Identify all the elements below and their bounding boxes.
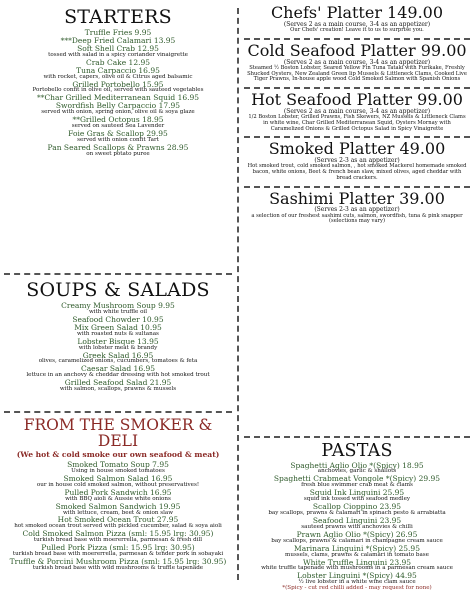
- menu-item: [244, 475, 470, 489]
- menu-item: [4, 45, 232, 59]
- menu-item: [4, 130, 232, 144]
- menu-item-name: Seafood Linguini 23.95: [312, 515, 402, 525]
- menu-item-description: with roasted nuts & sultanas: [77, 330, 159, 337]
- menu-item-name: Spaghetti Crabmeat Vongole *(Spicy) 29.95: [273, 474, 441, 484]
- platter-serving-note: (Serves 2 as a main course, 3-4 as an appetizer): [283, 107, 431, 115]
- menu-item-name: ***Deep Fried Calamari 13.95: [60, 35, 176, 45]
- platter-serving-note: (Serves 2 as a main course, 3-4 as an appetizer): [283, 20, 431, 28]
- menu-item-description: mussels, clams, prawns & calamari in tomato base: [285, 551, 429, 558]
- menu-item-name: **Char Grilled Mediterranean Squid 16.95: [36, 93, 200, 103]
- smoker-column: [4, 418, 232, 572]
- menu-item-name: Pan Seared Scallops & Prawns 28.95: [47, 142, 189, 152]
- menu-item-name: Grilled Portobello 15.95: [72, 79, 164, 89]
- menu-item-description: anchovies, garlic & shallots: [317, 468, 397, 475]
- menu-item-description: turkish bread base with moererrella, parmesan & fresh dill: [33, 537, 203, 544]
- menu-item-name: Foie Gras & Scallop 29.95: [68, 129, 168, 139]
- platter-title: Hot Seafood Platter 99.00: [251, 90, 463, 110]
- menu-item-description: tossed with salad in a spicy coriander vinaigrette: [48, 51, 188, 58]
- platter-title: Smoked Platter 49.00: [268, 139, 446, 159]
- menu-item: [4, 558, 232, 572]
- platter-description: Our Chefs' creation! Leave it to us to surprise you.: [290, 27, 424, 34]
- platter-title: Chefs' Platter 149.00: [270, 4, 444, 22]
- menu-item-description: sauteed prawns with anchovies & chilli: [301, 523, 413, 530]
- menu-item-name: Swordfish Belly Carpaccio 17.95: [55, 101, 181, 111]
- menu-item-description: lettuce in an anchovy & cheddar dressing with hot smoked trout: [26, 372, 210, 379]
- menu-item-description: with BBQ aioli & Aussie white onions: [65, 495, 171, 502]
- menu-item: [244, 545, 470, 559]
- menu-item-description: bay scallops, prawns & calamari in champagne cream sauce: [271, 537, 443, 544]
- menu-item-name: Pulled Pork Pizza (sml: 15.95 lrg: 30.95): [41, 543, 195, 553]
- menu-item-description: ½ live lobster in a white wine clam sauce: [298, 579, 416, 586]
- menu-item-name: Smoked Tomato Soup 7.95: [67, 460, 169, 469]
- platter-item: [244, 141, 470, 181]
- section-divider: [244, 87, 470, 89]
- menu-item-description: fresh blue swimmer crab meat & clams: [301, 482, 413, 489]
- menu-item: [244, 462, 470, 476]
- smoker-subheading: (We hot & cold smoke our own seafood & meat): [16, 450, 220, 459]
- column-divider: [237, 8, 239, 580]
- menu-item: [4, 379, 232, 393]
- section-divider: [4, 273, 232, 275]
- menu-item: [4, 352, 232, 366]
- menu-item-name: Crab Cake 12.95: [85, 57, 151, 67]
- menu-item-name: Cold Smoked Salmon Pizza (sml: 15.95 lrg: 30.95): [22, 529, 214, 539]
- section-divider: [244, 136, 470, 138]
- menu-item-description: with rocket, capers, olive oil & Citrus aged balsamic: [43, 73, 193, 80]
- menu-item-name: Creamy Mushroom Soup 9.95: [61, 301, 175, 310]
- smoker-heading: FROM THE SMOKER & DELI: [23, 418, 213, 450]
- platter-item: [244, 92, 470, 132]
- menu-item: [244, 559, 470, 573]
- menu-item-description: with salmon, scallops, prawns & mussels: [59, 386, 177, 393]
- menu-item: [4, 516, 232, 530]
- menu-item-name: Caesar Salad 16.95: [80, 364, 156, 374]
- soups-column: [4, 279, 232, 393]
- menu-item: [4, 461, 232, 475]
- menu-item-name: White Truffle Linguini 23.95: [302, 557, 412, 567]
- menu-item: [4, 489, 232, 503]
- menu-item: [4, 338, 232, 352]
- menu-item-description: *(Spicy - cut red chilli added - may request for none): [282, 585, 432, 592]
- menu-item-description: our in house cold smoked salmon, without preservatives!: [36, 481, 200, 488]
- menu-item-name: Tuna Carpaccio 16.95: [76, 65, 160, 75]
- menu-item-name: **Grilled Octopus 18.95: [72, 115, 164, 125]
- menu-item-description: with white truffle oil: [88, 308, 148, 315]
- menu-item-description: Using in house smoked tomatoes: [71, 467, 165, 474]
- menu-item-description: with lobster meat & brandy: [78, 344, 158, 351]
- menu-item-name: Grilled Seafood Salad 21.95: [64, 378, 172, 388]
- section-divider: [244, 186, 470, 188]
- menu-item-description: olives, caramelized onions, cucumbers, tomatoes & feta: [38, 358, 198, 365]
- soups-heading: SOUPS & SALADS: [26, 279, 210, 301]
- menu-item-name: Truffle Fries 9.95: [84, 28, 152, 37]
- pastas-column: [244, 441, 470, 592]
- menu-item: [4, 544, 232, 558]
- menu-item-name: Soft Shell Crab 12.95: [77, 43, 159, 53]
- menu-item: [4, 144, 232, 158]
- menu-item: [4, 365, 232, 379]
- platter-serving-note: (Serves 2-3 as an appetizer): [314, 157, 400, 165]
- menu-item-name: Greek Salad 16.95: [82, 350, 154, 360]
- platter-description: Steamed ½ Boston Lobster, Seared Yellow Fin Tuna Tataki with Furikake, Freshly Shucked Oysters, New Zealand Green lip Mussels & Littleneck Clams, Cooked Live Tiger Prawns, In-house apple wood Cold Smoked Salmon with Spanish Onions: [247, 64, 467, 83]
- platter-description: Hot smoked trout, cold smoked salmon, , hot smoked Mackerel homemade smoked bacon, white onions, Beet & french bean slaw, mixed olives, aged cheddar with bread crackers.: [247, 163, 467, 181]
- platter-serving-note: (Serves 2-3 as an appetizer): [314, 206, 400, 214]
- menu-item: [4, 116, 232, 130]
- menu-item: [4, 503, 232, 517]
- menu-item: [4, 324, 232, 338]
- menu-item-description: turkish bread base with wild mushrooms & truffle tapenade: [32, 564, 204, 571]
- platter-item: [244, 188, 470, 226]
- menu-item-name: Seafood Chowder 10.95: [72, 314, 164, 324]
- pastas-heading: PASTAS: [321, 441, 393, 461]
- menu-item-description: turkish bread base with moererrella, parmesan & tender pork in sobayaki: [12, 551, 224, 558]
- menu-item: [4, 102, 232, 116]
- menu-item-description: white truffle tapenade with mushrooms in a parmesan cream sauce: [261, 565, 453, 572]
- menu-item-description: on sweet potato puree: [86, 150, 150, 157]
- menu-item-name: Smoked Salmon Sandwich 19.95: [55, 501, 181, 511]
- menu-item: [4, 302, 232, 316]
- menu-item: [4, 67, 232, 81]
- menu-item-name: Pulled Pork Sandwich 16.95: [64, 487, 172, 497]
- menu-item: [244, 531, 470, 545]
- menu-item-name: Prawn Aglio Olio *(Spicy) 26.95: [296, 529, 418, 539]
- platter-item: [244, 40, 470, 83]
- menu-item-description: bay scallops, prawns & calamari in spinach pesto & arrabiatta: [268, 510, 446, 517]
- platter-serving-note: (Serves 2 as a main course, 3-4 as an appetizer): [283, 58, 431, 66]
- menu-item: [4, 475, 232, 489]
- menu-item-name: Mix Green Salad 10.95: [74, 322, 162, 332]
- menu-item-name: Smoked Salmon Salad 16.95: [63, 473, 173, 483]
- starters-section: [4, 8, 232, 158]
- section-divider: [244, 436, 470, 438]
- menu-item-description: served with onion, spring onion, olive oil & soya glaze: [41, 109, 195, 116]
- menu-item-name: Squid Ink Linguini 25.95: [309, 488, 405, 498]
- menu-item-description: served with onion confit Tart: [77, 136, 159, 143]
- menu-item-description: hot smoked ocean trout served with pickled cucumber, salad & soya aioli: [14, 523, 222, 530]
- menu-item-name: Scallop Cioppino 23.95: [312, 502, 402, 512]
- menu-item-description: served on sauteed Sea Lavender: [71, 123, 165, 130]
- left-column: [4, 6, 232, 158]
- section-divider: [4, 411, 232, 413]
- section-divider: [244, 38, 470, 40]
- menu-item-name: Spaghetti Aglio Olio *(Spicy) 18.95: [290, 460, 424, 470]
- menu-item-description: squid ink tossed with seafood medley: [303, 496, 411, 503]
- menu-item: [4, 530, 232, 544]
- menu-item-name: Lobster Linguini *(Spicy) 44.95: [297, 571, 417, 581]
- menu-item: [244, 586, 470, 592]
- right-column: [244, 4, 470, 229]
- menu-item-description: with lettuce, cream, beet & onion slaw: [63, 509, 173, 516]
- menu-item: [244, 517, 470, 531]
- platter-description: a selection of our freshest sashimi cuts, salmon, swordfish, tuna & pink snapper (selections may vary): [251, 212, 463, 225]
- menu-item-name: Lobster Bisque 13.95: [77, 336, 159, 346]
- menu-item-name: Marinara Linguini *(Spicy) 25.95: [294, 543, 420, 553]
- starters-heading: STARTERS: [64, 6, 172, 28]
- menu-item: [4, 81, 232, 95]
- platter-title: Cold Seafood Platter 99.00: [247, 40, 467, 60]
- menu-item-name: Hot Smoked Ocean Trout 27.95: [57, 515, 179, 525]
- menu-item-name: Truffle & Porcini Mushroom Pizza (sml: 15.95 lrg: 30.95): [9, 557, 227, 567]
- menu-item: [244, 489, 470, 503]
- menu-item-description: Portobello confit in olive oil, served with sauteed vegetables: [32, 87, 204, 94]
- menu-item: [244, 503, 470, 517]
- platter-title: Sashimi Platter 39.00: [269, 188, 445, 208]
- platter-description: 1/2 Boston Lobster, Grilled Prawns, Fish Skewers, NZ Mussels & Littleneck Clams in white wine, Char Grilled Mediterranean Squid, Oysters Mornay with Caramelized Onions & Grilled Octopus Salad in Spicy Vinaigrette: [248, 114, 466, 132]
- platter-item: [244, 5, 470, 34]
